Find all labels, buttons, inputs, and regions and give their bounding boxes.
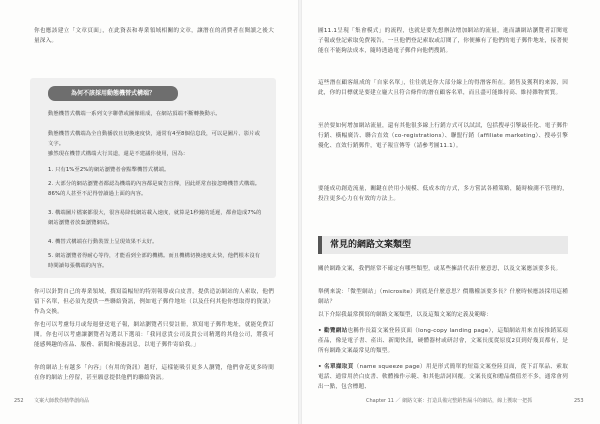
callout-list-item: 1. 只有1%至2%的網站瀏覽者會點擊機替式構端。 xyxy=(48,167,170,173)
body-paragraph: 要能成功創造流量，關鍵在於用小規模、低成本的方式，多方嘗試各種策略，隨時檢測不管理的，投注更多心力在有效的方法上。 xyxy=(318,186,568,202)
body-paragraph: 至於要如何增加網站流量，還有其他很多線上行銷方式可以試試，包括搜尋引擎最佳化、電子郵件行銷、橫幅廣告、聯合直效（co-registrations）、聯盟行銷（affiliate marketing）、搜尋引擎優化、直效行銷郵件，電子報宣傳等（請參考圖11.1）。 xyxy=(318,123,568,149)
bullet-term: • 勸覽網站 xyxy=(318,328,348,334)
body-paragraph: 這些潛在顧客組成的「自家名單」，往往就是你大部分線上的得潛客所在。銷售及獲利的來源，因此，你的目標就是要建立龐大且符合條件的潛在顧客名單，而且盡可能維持高、維持雜物實質。 xyxy=(318,80,568,96)
callout-paragraph-2: 動態機替式構端為全自動播放且切換速度快，通常有4至8個信息段，可以是圖片、影片或文字。 xyxy=(48,131,261,147)
running-footer: Chapter 11 ／ 網路文案：打造具備完整銷售漏斗的網站，線上獲取一把抓 xyxy=(366,398,533,404)
body-paragraph: 舉例來說：「微型網站」（microsite）到底是什麼意思？價購權該要多長？什麼時候應該採用這種網站？ xyxy=(318,289,568,305)
bullet-term: • 名單擷取頁 xyxy=(318,364,354,370)
book-gutter xyxy=(298,0,302,424)
callout-paragraph-3: 雖然現在機替式構端大行其道，還是不建議你使用，因為： xyxy=(48,151,189,157)
callout-list-item: 3. 構端圖片檔案都很大，很容易降低網站載入速度，就算是1秒鐘的延遲，都會造成7%的網站瀏覽者放棄瀏覽網站。 xyxy=(48,210,262,226)
callout-box xyxy=(30,78,276,278)
callout-title: 為何不該採用動態機替式構端？ xyxy=(48,86,178,101)
right-page xyxy=(300,0,600,424)
callout-list-item: 5. 網站瀏覽者得耐心等待，才能看到全部的機構。而且機構切換速度太快，他們根本沒有時間讀每張構端的內容。 xyxy=(48,253,261,269)
body-paragraph: 圖11.1呈現「集會模式」的流程，也就是要先想辦法增加網站的流量，進而讓網站瀏覽者訂閱電子報或登記索取免費報告，一旦他們登記索取或訂閱了，你便擁有了他們的電子郵件地址，接著便能在不能夠法成本，隨時透過電子郵件向他們搜銷。 xyxy=(318,28,568,54)
intro-paragraph: 你也應該建立「文章頁面」，在此資表和專業領域相關的文章，讓潛在的消費者在閱讀之後大量深入。 xyxy=(34,28,274,44)
bullet-item xyxy=(318,326,568,356)
callout-list-item: 2. 大部分的網站瀏覽者都認為機端的內容都是廣告宣傳，因此經常直接忽略機替式構端。86%的人甚至不記得曾讀過上面的內容。 xyxy=(48,181,261,197)
callout-intro: 動態機替式構端一系列文字聯帶或圖像組成，在網站頂端不斷轉換動示。 xyxy=(48,111,221,117)
bullet-text: （name squeeze page）用是形式簡單的短篇文案登陸頁面，從下訂單品、索取電話、通常用於白皮書、軟體操作示範、和其他語詞回覆。文案長度和贈品價值差不多，通常會列出一點，包含標題、 xyxy=(318,364,568,390)
body-paragraph: 你可以針對自己的專業領域，撰寫篇幅短的特別報導或白皮書，提供造訪網站的人索取，他們留下名單，但必須先提供一些聯絡資訊，例如電子郵件地址（以及任何其他你想取得的資訊）作為交換。 xyxy=(34,289,274,315)
bullet-item xyxy=(318,362,568,392)
bullet-text: 也稱作長篇文案登陸頁面（long-copy landing page），這類網站用來直接推銷某項產品，像是電子書、產出、新聞快訊，硬體器材或研討會，文案長度從原度2頁到好幾頁都有，是所有網路文案最常見的類型。 xyxy=(318,328,568,354)
callout-list-item: 4. 機替式構端在行動裝置上呈現效果不太好。 xyxy=(48,239,158,245)
body-paragraph: 關於網路文案，我們經常不確定有哪些類型，或某些擁語代表什麼意思，以及文案應該要多長。 xyxy=(318,266,562,272)
body-paragraph: 以下介紹我最常撰寫的網路文案類型，以及這類文案的定義及範疇： xyxy=(318,312,492,318)
body-paragraph: 你的網站上有越多「內容」（有用的資訊）越好，這樣能吸引更多人瀏覽，他們會花更多時間在你的網站上停留，甚至願意提供他們的聯絡資訊。 xyxy=(34,365,274,381)
section-heading xyxy=(318,236,568,254)
running-footer: 文案大師教你精準創商品 xyxy=(34,398,90,404)
body-paragraph: 你也可以考慮每月或每週發送電子報，網站瀏覽者只要註冊，填寫電子郵件地址，就能免費訂閱。你也可以考慮讓瀏覽者勾選以下選項：「我同意貴公司及貴公司精選的其他公司，將我可能感興趣的產品、服務、新聞和優惠訊息，以電子郵件寄給我。」 xyxy=(34,322,274,348)
section-heading-text: 常見的網路文案類型 xyxy=(330,240,412,250)
page-number: 252 xyxy=(14,398,24,404)
page-number: 253 xyxy=(574,398,584,404)
